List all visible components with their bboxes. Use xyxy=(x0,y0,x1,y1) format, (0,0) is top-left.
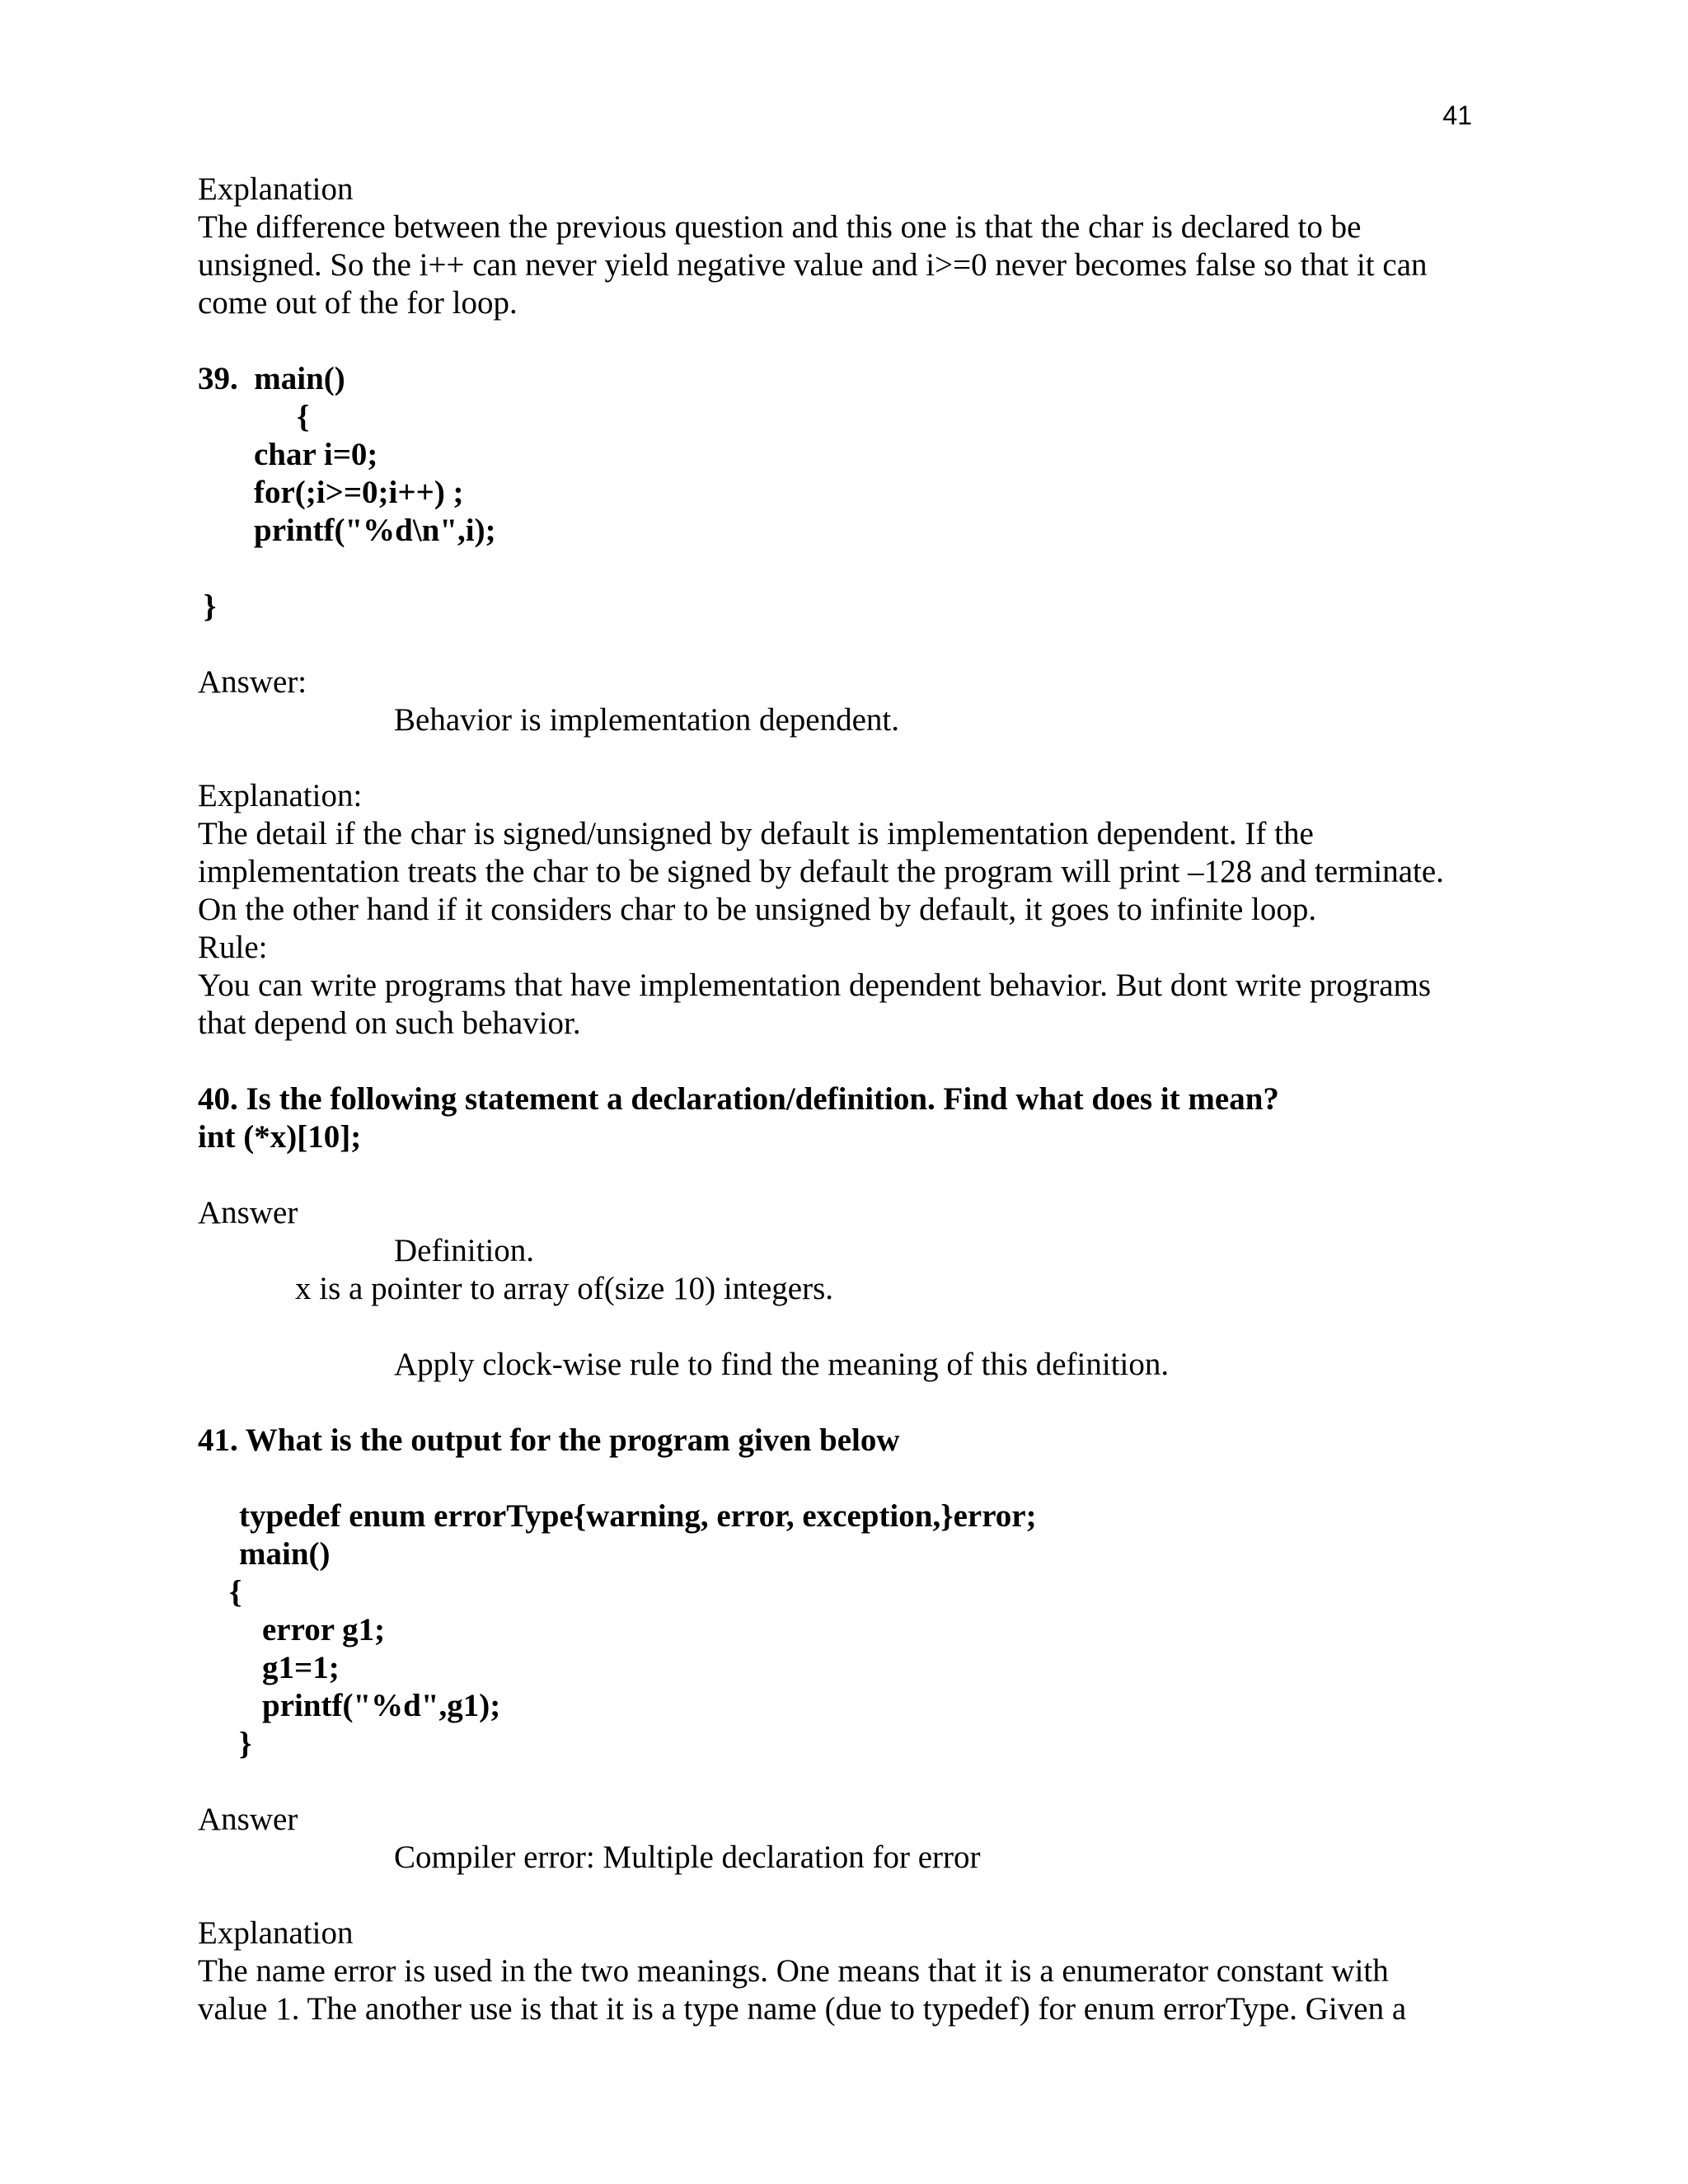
page-number: 41 xyxy=(1442,101,1472,130)
q39-rule-line: You can write programs that have implementation dependent behavior. But dont write programs xyxy=(198,968,1432,1003)
q40-answer-label: Answer xyxy=(198,1195,298,1230)
q39-rule-line: that depend on such behavior. xyxy=(198,1005,581,1041)
q41-code-line: main() xyxy=(239,1536,331,1572)
q40-answer-line: Definition. xyxy=(394,1233,535,1268)
q39-code-line: for(;i>=0;i++) ; xyxy=(254,475,464,510)
q39-explanation-label: Explanation: xyxy=(198,778,363,813)
q41-code-line: typedef enum errorType{warning, error, exception,}error; xyxy=(239,1498,1037,1534)
q40-answer-line: x is a pointer to array of(size 10) integers. xyxy=(295,1271,834,1306)
intro-heading: Explanation xyxy=(198,171,354,207)
intro-line: unsigned. So the i++ can never yield negative value and i>=0 never becomes false so that it can xyxy=(198,247,1428,283)
q41-answer: Compiler error: Multiple declaration for error xyxy=(394,1840,981,1875)
q41-explanation-line: The name error is used in the two meanings. One means that it is a enumerator constant with xyxy=(198,1953,1389,1989)
intro-line: come out of the for loop. xyxy=(198,285,518,321)
q40-question-line: int (*x)[10]; xyxy=(198,1119,362,1155)
q39-code-line: } xyxy=(204,588,217,624)
q39-code-line: 39. main() xyxy=(198,361,345,396)
q41-answer-label: Answer xyxy=(198,1802,298,1837)
q39-answer-label: Answer: xyxy=(198,664,307,700)
q41-code-line: g1=1; xyxy=(262,1650,340,1685)
q39-rule-label: Rule: xyxy=(198,930,268,965)
q41-code-line: error g1; xyxy=(262,1612,386,1647)
q41-explanation-line: value 1. The another use is that it is a type name (due to typedef) for enum errorType. Given a xyxy=(198,1991,1407,2027)
q41-explanation-label: Explanation xyxy=(198,1915,354,1951)
q40-note: Apply clock-wise rule to find the meaning of this definition. xyxy=(394,1347,1170,1382)
q39-explanation-line: The detail if the char is signed/unsigned by default is implementation dependent. If the xyxy=(198,816,1314,851)
q41-question: 41. What is the output for the program given below xyxy=(198,1422,900,1458)
q41-code-line: } xyxy=(239,1726,252,1761)
q39-explanation-line: On the other hand if it considers char to be unsigned by default, it goes to infinite loop. xyxy=(198,892,1317,927)
q40-question-line: 40. Is the following statement a declaration/definition. Find what does it mean? xyxy=(198,1081,1279,1117)
q39-explanation-line: implementation treats the char to be signed by default the program will print –128 and terminate. xyxy=(198,854,1444,889)
q39-code-line: { xyxy=(297,399,310,434)
q39-code-line: printf("%d\n",i); xyxy=(254,513,496,548)
q41-code-line: printf("%d",g1); xyxy=(262,1688,501,1723)
q39-answer: Behavior is implementation dependent. xyxy=(394,702,900,738)
intro-line: The difference between the previous question and this one is that the char is declared to be xyxy=(198,209,1362,245)
q39-code-line: char i=0; xyxy=(254,437,378,472)
q41-code-line: { xyxy=(229,1574,242,1610)
